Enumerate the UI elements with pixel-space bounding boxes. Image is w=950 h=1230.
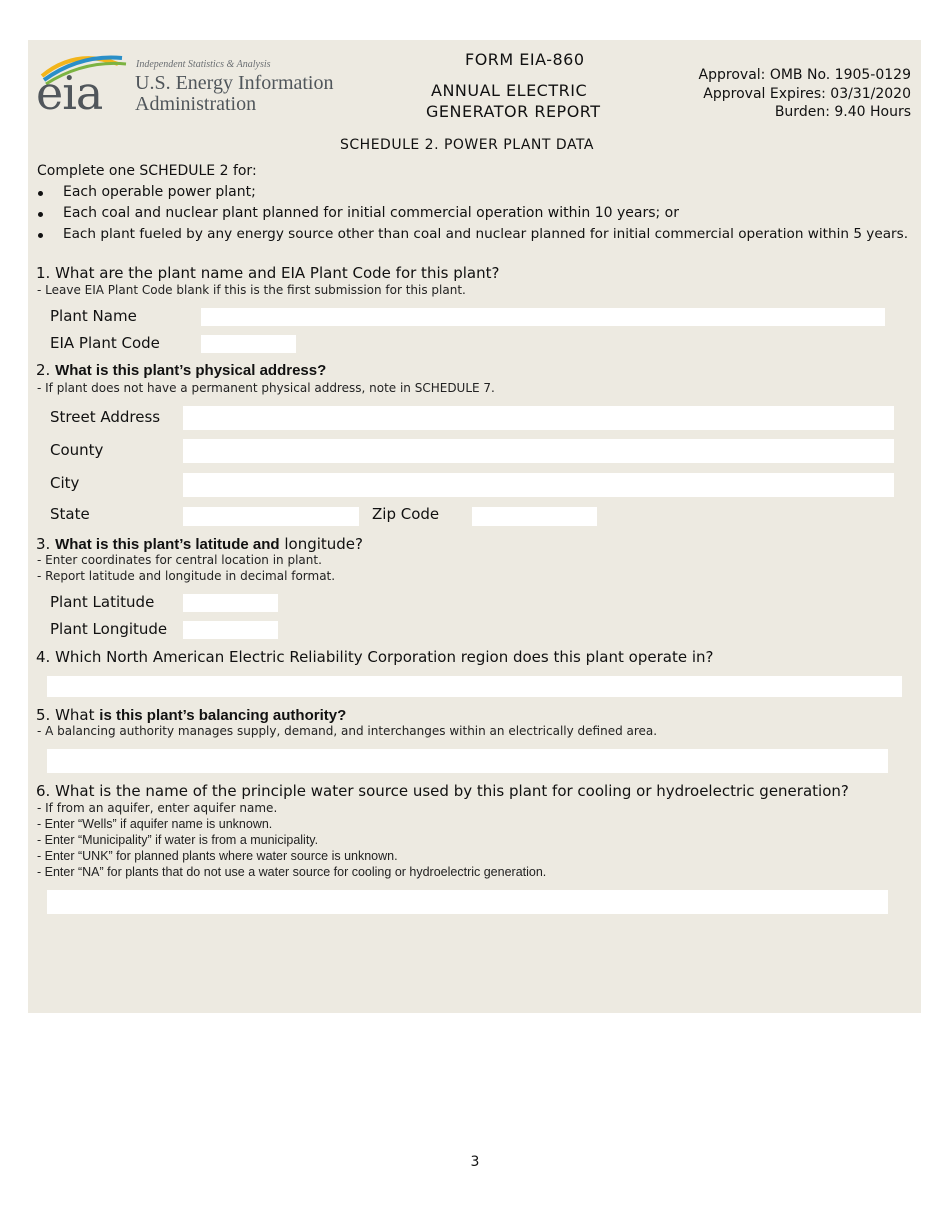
plant-latitude-field[interactable] (183, 594, 278, 612)
water-source-field[interactable] (47, 890, 888, 914)
plant-code-label: EIA Plant Code (50, 334, 160, 352)
logo-wordmark: eia (36, 66, 103, 120)
page-number: 3 (470, 1154, 480, 1170)
state-field[interactable] (183, 507, 359, 526)
question-3-text-bold: What is this plant’s latitude and (55, 536, 280, 553)
bullet-dot (38, 191, 43, 196)
logo-agency-line1: U.S. Energy Information (135, 72, 334, 94)
nerc-region-field[interactable] (47, 676, 902, 697)
balancing-authority-field[interactable] (47, 749, 888, 773)
city-label: City (50, 474, 80, 492)
question-4: 4. Which North American Electric Reliability Corporation region does this plant operate in? (36, 648, 714, 666)
question-3-number: 3. (36, 535, 51, 553)
plant-longitude-field[interactable] (183, 621, 278, 639)
plant-name-label: Plant Name (50, 307, 137, 325)
approval-expires: Approval Expires: 03/31/2020 (703, 86, 911, 102)
form-id: FORM EIA-860 (465, 50, 585, 69)
question-2-number: 2. (36, 361, 51, 379)
street-address-field[interactable] (183, 406, 894, 430)
form-title-line2: GENERATOR REPORT (426, 102, 601, 121)
schedule-title: SCHEDULE 2. POWER PLANT DATA (340, 137, 594, 153)
question-5-note: - A balancing authority manages supply, demand, and interchanges within an electrically defined area. (37, 724, 658, 738)
question-6-note-3: - Enter “Municipality” if water is from a municipality. (37, 833, 319, 847)
approval-omb: Approval: OMB No. 1905-0129 (698, 67, 911, 83)
question-3-text-rest: longitude? (284, 535, 363, 553)
question-5-number: 5. What (36, 706, 95, 724)
intro-bullet-1: Each operable power plant; (63, 184, 256, 200)
logo-tagline: Independent Statistics & Analysis (136, 59, 271, 70)
question-6-note-4: - Enter “UNK” for planned plants where water source is unknown. (37, 849, 398, 863)
zip-code-label: Zip Code (372, 505, 440, 523)
intro-bullet-3: Each plant fueled by any energy source other than coal and nuclear planned for initial commercial operation within 5 years. (63, 226, 909, 242)
plant-latitude-label: Plant Latitude (50, 593, 155, 611)
question-3-note-1: - Enter coordinates for central location in plant. (37, 553, 322, 567)
intro-lead: Complete one SCHEDULE 2 for: (37, 163, 257, 179)
question-5-text: is this plant’s balancing authority? (99, 707, 347, 724)
question-1: 1. What are the plant name and EIA Plant Code for this plant? (36, 264, 500, 282)
county-field[interactable] (183, 439, 894, 463)
form-title-line1: ANNUAL ELECTRIC (431, 81, 588, 100)
county-label: County (50, 441, 104, 459)
street-address-label: Street Address (50, 408, 161, 426)
zip-code-field[interactable] (472, 507, 597, 526)
plant-name-field[interactable] (201, 308, 885, 326)
burden-hours: Burden: 9.40 Hours (774, 104, 911, 120)
question-2 (36, 361, 326, 379)
question-3-note-2: - Report latitude and longitude in decimal format. (37, 569, 336, 583)
bullet-dot (38, 212, 43, 217)
plant-code-field[interactable] (201, 335, 296, 353)
question-5 (36, 706, 346, 724)
question-2-text: What is this plant’s physical address? (55, 362, 327, 379)
eia-logo (36, 50, 336, 120)
question-3 (36, 535, 363, 553)
question-1-note: - Leave EIA Plant Code blank if this is the first submission for this plant. (37, 283, 466, 297)
question-6-note-1: - If from an aquifer, enter aquifer name. (37, 801, 278, 815)
question-2-note: - If plant does not have a permanent physical address, note in SCHEDULE 7. (37, 381, 495, 395)
question-6-note-2: - Enter “Wells” if aquifer name is unknown. (37, 817, 273, 831)
plant-longitude-label: Plant Longitude (50, 620, 168, 638)
city-field[interactable] (183, 473, 894, 497)
bullet-dot (38, 233, 43, 238)
question-6: 6. What is the name of the principle water source used by this plant for cooling or hydroelectric generation? (36, 782, 849, 800)
logo-agency-line2: Administration (135, 93, 257, 115)
intro-bullet-2: Each coal and nuclear plant planned for initial commercial operation within 10 years; or (63, 205, 679, 221)
state-label: State (50, 505, 90, 523)
question-6-note-5: - Enter “NA” for plants that do not use a water source for cooling or hydroelectric generation. (37, 865, 547, 879)
